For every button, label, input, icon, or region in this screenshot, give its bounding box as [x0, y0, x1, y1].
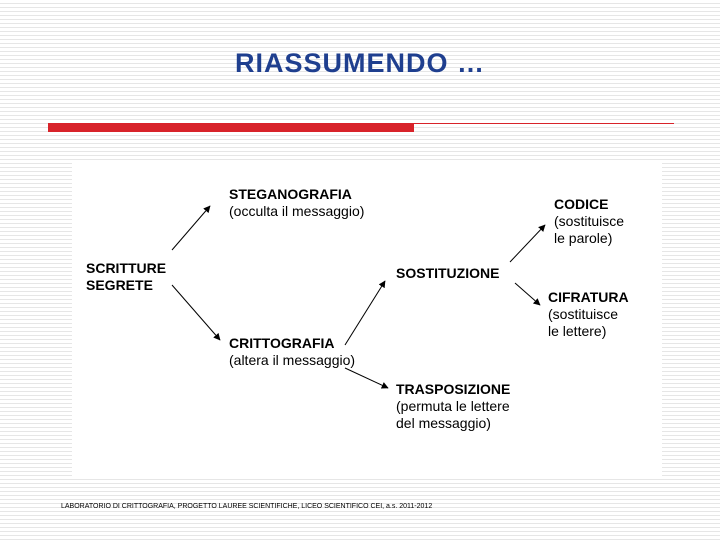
node-cifratura-sub2: le lettere) — [548, 323, 607, 339]
edge-scritture-steganografia — [172, 206, 210, 250]
node-codice — [554, 196, 624, 247]
node-trasposizione — [396, 381, 510, 432]
node-codice-head: CODICE — [554, 196, 609, 212]
node-steganografia — [229, 186, 364, 220]
node-trasposizione-head: TRASPOSIZIONE — [396, 381, 511, 397]
edge-sostituzione-cifratura — [515, 283, 540, 305]
node-sostituzione — [396, 265, 499, 282]
edge-crittografia-trasposizione — [345, 368, 388, 388]
node-steganografia-head: STEGANOGRAFIA — [229, 186, 352, 202]
node-scritture-line1: SCRITTURE — [86, 260, 167, 276]
node-cifratura — [548, 289, 629, 340]
node-steganografia-sub: (occulta il messaggio) — [229, 203, 365, 219]
node-codice-sub2: le parole) — [554, 230, 613, 246]
edge-sostituzione-codice — [510, 225, 545, 262]
edge-scritture-crittografia — [172, 285, 220, 340]
node-scritture-segrete — [86, 260, 166, 294]
slide-title: RIASSUMENDO … — [234, 48, 485, 78]
node-crittografia — [229, 335, 355, 369]
node-trasposizione-sub2: del messaggio) — [396, 415, 491, 431]
node-cifratura-sub1: (sostituisce — [548, 306, 619, 322]
node-sostituzione-head: SOSTITUZIONE — [396, 265, 500, 281]
node-scritture-line2: SEGRETE — [86, 277, 153, 293]
node-codice-sub1: (sostituisce — [554, 213, 625, 229]
node-cifratura-head: CIFRATURA — [548, 289, 629, 305]
node-trasposizione-sub1: (permuta le lettere — [396, 398, 510, 414]
node-crittografia-sub: (altera il messaggio) — [229, 352, 356, 368]
node-crittografia-head: CRITTOGRAFIA — [229, 335, 335, 351]
slide-footer: LABORATORIO DI CRITTOGRAFIA, PROGETTO LAUREE SCIENTIFICHE, LICEO SCIENTIFICO CEI, a.s. 2011-2012 — [61, 503, 433, 510]
